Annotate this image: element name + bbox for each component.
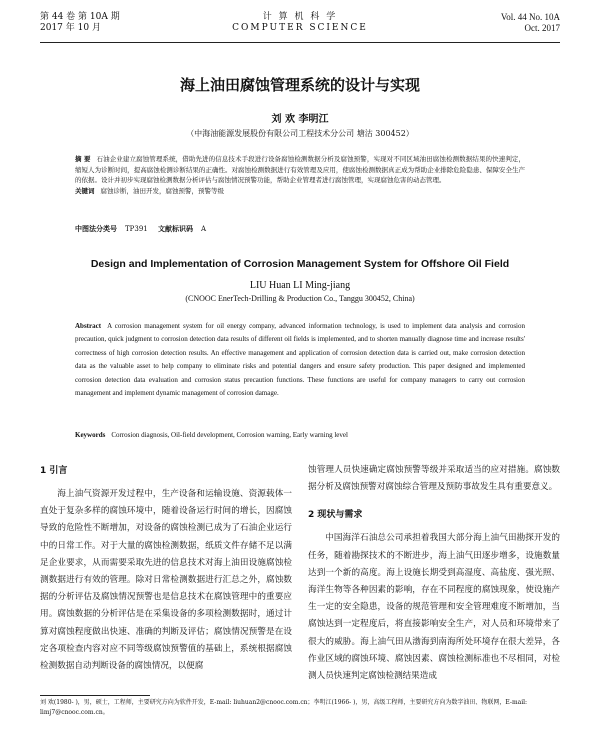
cn-keywords — [75, 186, 525, 197]
body-column-right — [308, 462, 560, 685]
cn-keywords-label: 关键词 — [75, 186, 95, 195]
journal-name-en: COMPUTER SCIENCE — [232, 23, 368, 33]
body-column-left — [40, 462, 292, 675]
issue-date-en: Oct. 2017 — [524, 23, 560, 33]
section-heading-status: 2 现状与需求 — [308, 510, 363, 521]
journal-name — [40, 12, 560, 34]
en-keywords — [75, 431, 525, 439]
paper-title: 海上油田腐蚀管理系统的设计与实现 — [179, 76, 420, 94]
author-footnote: 刘 欢(1980- )，男，硕士，工程师，主要研究方向为软件开发，E-mail: liuhuan2@cnooc.com.cn；李明江(1966- )，男，高级工程师，主要研究方向为数字油田、物联网，E-mail: limj7@cnooc.com.cn。 — [40, 699, 528, 716]
cn-abstract-label: 摘 要 — [75, 155, 91, 163]
cls-label: 中图法分类号 — [75, 225, 117, 233]
en-abstract-text: A corrosion management system for oil energy company, advanced information technology, is used to implement data analysis and corrosion precaution, quick judgment to corrosion detection data results of different oil fields is implemented, and to shorten manually diagnose time and increase results' correctness of high corrosion detection results. An effective management and application of corrosion detection data is carried out, make corrosion detection data as the valuable asset to help company to eliminate risks and potential dangers and ensure safety production. This paper designed and implemented corrosion detection data evaluation and corrosion status precaution functions. These functions are useful for company managers to carry out corrosion management and implement dynamic management of corrosion damage. — [75, 322, 525, 398]
intro-paragraph-continued: 蚀管理人员快速确定腐蚀预警等级并采取适当的应对措施。腐蚀数据分析及腐蚀预警对腐蚀综合管理及预防事故发生具有重要意义。 — [308, 465, 560, 493]
volume-issue: 第 44 卷 第 10A 期 — [40, 12, 120, 22]
section-gap — [308, 496, 560, 506]
en-authors: LIU Huan LI Ming-jiang — [249, 280, 351, 291]
volume-issue-en: Vol. 44 No. 10A — [500, 12, 560, 22]
footnote-rule — [40, 695, 150, 696]
cn-keywords-text: 腐蚀诊断，油田开发，腐蚀预警，预警等级 — [100, 186, 224, 195]
en-abstract-label: Abstract — [75, 322, 102, 330]
en-keywords-text: Corrosion diagnosis, Oil-field development, Corrosion warning, Early warning level — [111, 431, 348, 439]
cls-value: TP391 — [125, 225, 148, 233]
en-affiliation: (CNOOC EnerTech-Drilling & Production Co., Tanggu 300452, China) — [185, 294, 415, 303]
en-keywords-label: Keywords — [75, 431, 106, 439]
paper-authors: 刘 欢 李明江 — [271, 114, 329, 125]
intro-paragraph: 海上油气资源开发过程中，生产设备和运输设施、资源载体一直处于复杂多样的腐蚀环境中，随着设备运行时间的增长，因腐蚀导致的危险性不断增加，对设备的腐蚀检测已成为了石油企业运行中的日常工作。对于大量的腐蚀检测数据，纸质文件存储不足以满足企业要求，从而需要采取先进的信息技术对海上油田设施腐蚀检测数据进行有效的管理。除对日常检测数据进行汇总之外，腐蚀数据的分析评估及腐蚀情况预警也是信息技术在腐蚀管理中的重要应用。腐蚀数据的分析评估是在采集设备的多项检测数据时，通过计算对腐蚀程度做出快速、准确的判断及评估；腐蚀情况预警是在设定各项检查内容对应不同等级腐蚀预警值的基础上，系统根据腐蚀检测数据自动判断设备的腐蚀情况，以便腐 — [40, 489, 292, 672]
doc-code-label: 文献标识码 — [157, 225, 193, 233]
journal-issue-en — [501, 12, 560, 34]
page-header — [40, 8, 560, 40]
paper-affiliation: （中海油能源发展股份有限公司工程技术分公司 塘沽 300452） — [186, 129, 414, 138]
header-rule — [40, 42, 560, 43]
en-title: Design and Implementation of Corrosion Management System for Offshore Oil Field — [90, 258, 510, 270]
classification-line — [75, 224, 525, 234]
en-abstract — [75, 320, 525, 400]
status-paragraph: 中国海洋石油总公司承担着我国大部分海上油气田勘探开发的任务，随着勘探技术的不断进步，海上油气田逐步增多，设施数量达到一个新的高度。海上设施长期受到高湿度、高盐度、强光照、海洋生物等各种因素的影响，存在不同程度的腐蚀现象，使设施产生一定的安全隐患，设备的规范管理和安全管理难度不断增加，当腐蚀达到一定程度后，将直接影响安全生产，对人员和环境带来了很大的威胁。海上油气田从渤海到南海所处环境存在很大差异，各作业区域的腐蚀环境、腐蚀因素、腐蚀检测标准也不尽相同，对检测人员快速判定腐蚀检测结果造成 — [308, 533, 560, 682]
journal-name-cn: 计 算 机 科 学 — [262, 12, 338, 22]
section-heading-intro: 1 引言 — [40, 466, 68, 476]
cn-abstract — [75, 154, 525, 196]
issue-date: 2017 年 10 月 — [40, 23, 101, 33]
doc-code-value: A — [200, 225, 207, 233]
cn-abstract-text: 石油企业建立腐蚀管理系统，借助先进的信息技术手段进行设备腐蚀检测数据分析及腐蚀预警，实现对不同区域油田腐蚀检测数据结果的快速判定，缩短人为诊断时间，提高腐蚀检测诊断结果的正确性。对腐蚀检测数据进行有效管理及应用，使腐蚀检测数据真正成为帮助企业排除危险隐患、保障安全生产的依据。设计并初步实现腐蚀检测数据分析评估与腐蚀情况预警功能，帮助企业管理者进行腐蚀管理，实现腐蚀危害的动态管理。 — [75, 155, 526, 184]
